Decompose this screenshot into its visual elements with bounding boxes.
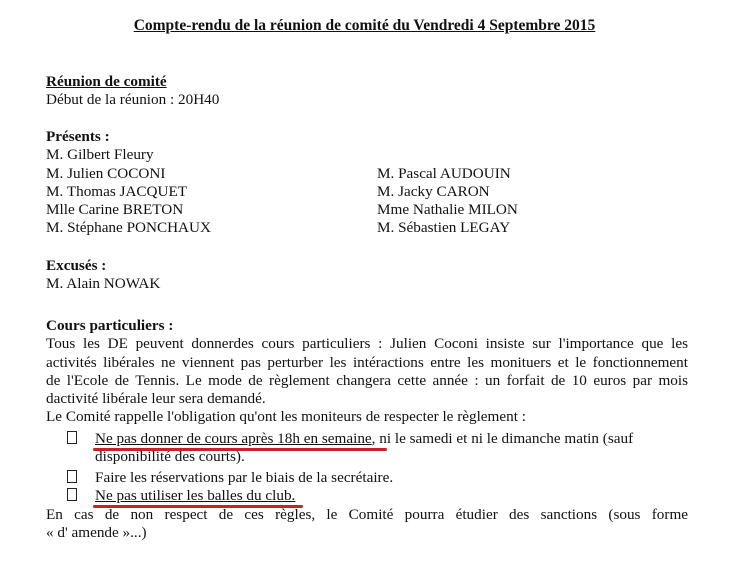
rule-item-1 bbox=[67, 430, 634, 466]
paragraph-line: Tous les DE peuvent donnerdes cours particuliers : Julien Coconi insiste sur l'importance que les bbox=[46, 335, 688, 353]
presents-heading: Présents : bbox=[46, 128, 110, 145]
attendee: M. Thomas JACQUET bbox=[46, 182, 188, 200]
rule-3-underlined: Ne pas utiliser les balles du club. bbox=[95, 487, 296, 504]
bullet-box-icon bbox=[67, 431, 77, 444]
reunion-start-time: Début de la réunion : 20H40 bbox=[46, 91, 220, 109]
document-title: Compte-rendu de la réunion de comité du Vendredi 4 Septembre 2015 bbox=[133, 17, 596, 34]
attendee: M. Gilbert Fleury bbox=[46, 146, 154, 164]
rule-2-text: Faire les réservations par le biais de la secrétaire. bbox=[95, 469, 394, 486]
attendee: M. Jacky CARON bbox=[377, 182, 490, 200]
attendee: Mme Nathalie MILON bbox=[377, 201, 518, 219]
rule-1-line-2: disponibilité des courts). bbox=[95, 448, 245, 466]
red-highlight-mark bbox=[93, 448, 387, 451]
excuses-heading: Excusés : bbox=[46, 257, 107, 274]
cours-heading-wrap bbox=[46, 317, 173, 335]
reunion-heading: Réunion de comité bbox=[46, 73, 167, 90]
paragraph-line: de l'Ecole de Tennis. Le mode de règlement changera cette année : un forfait de 10 euros par mois bbox=[46, 371, 688, 389]
rule-1-underlined: Ne pas donner de cours après 18h en semaine bbox=[95, 430, 372, 447]
cours-heading: Cours particuliers : bbox=[46, 317, 174, 334]
attendee: M. Julien COCONI bbox=[46, 164, 166, 182]
attendee: M. Pascal AUDOUIN bbox=[377, 164, 511, 182]
bullet-box-icon bbox=[67, 470, 77, 483]
excuses-section bbox=[46, 257, 160, 294]
paragraph-line: activités libérales ne viennent pas perturber les intéractions entre les monituers et le fonctionnement bbox=[46, 353, 688, 371]
attendee: M. Sébastien LEGAY bbox=[377, 219, 511, 237]
attendee: Mlle Carine BRETON bbox=[46, 201, 184, 219]
excused-person: M. Alain NOWAK bbox=[46, 275, 161, 293]
presents-section bbox=[46, 128, 211, 238]
paragraph-line: dactivité libérale leur sera demandé. bbox=[46, 390, 266, 408]
cours-paragraph bbox=[46, 335, 688, 426]
sanction-line-1: En cas de non respect de ces règles, le Comité pourra étudier des sanctions (sous forme bbox=[46, 506, 688, 523]
sanction-line-2: « d' amende »...) bbox=[46, 524, 147, 542]
attendee: M. Stéphane PONCHAUX bbox=[46, 219, 211, 237]
presents-column-2 bbox=[377, 165, 518, 238]
bullet-box-icon bbox=[67, 488, 77, 501]
rappel-line: Le Comité rappelle l'obligation qu'ont les moniteurs de respecter le règlement : bbox=[46, 408, 526, 426]
rule-item-2 bbox=[67, 469, 394, 487]
rule-1-rest: , ni le samedi et ni le dimanche matin (sauf bbox=[371, 430, 634, 447]
sanction-paragraph bbox=[46, 506, 688, 543]
reunion-section bbox=[46, 73, 219, 110]
rule-item-3 bbox=[67, 487, 296, 505]
